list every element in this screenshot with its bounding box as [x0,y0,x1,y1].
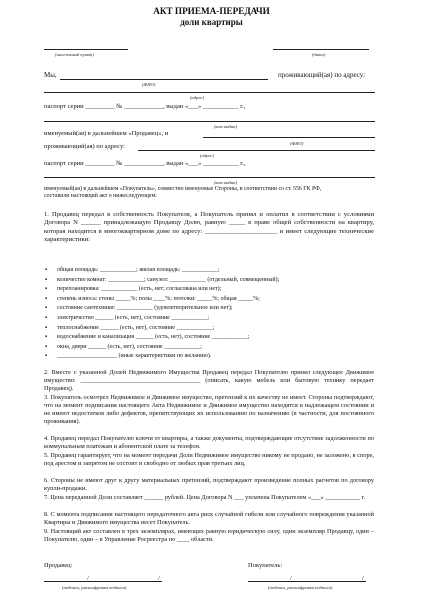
buyer-issued-line [44,177,375,178]
buyer-address-line [138,150,375,151]
seller-slash: / [87,575,89,582]
paragraph-5: 5. Продавец гарантирует, что на момент передачи Доли Недвижимое имущество никому не продано, не заложено, в споре, под арестом и запретом не состоит и свободно от любых прав третьих лиц. [44,452,374,468]
date-line [273,49,369,50]
list-item: ▪ окна, двери ______ (есть, нет), состояние ____________; [45,343,385,353]
buyer-fio-caption: (ФИО) [290,141,304,146]
buyer-name-line [203,137,375,138]
buyer-issued-caption: (кем выдан) [214,180,238,185]
list-item: ▪ общая площадь: ____________; жилая площадь: ____________; [45,266,385,276]
place-line [44,49,128,50]
buyer-residing: проживающий(ая) по адресу: [44,143,125,150]
seller-address-caption: (адрес) [190,95,204,100]
list-item: ▪ степень износа: стены _____%; полы ____%; потолки: _____%; общая _____%; [45,295,385,305]
seller-signature-line [44,581,162,582]
seller-slash-end: / [158,575,160,582]
seller-name-line [60,79,268,80]
date-caption: (дата) [312,52,326,57]
seller-signature-caption: (подпись, расшифровка подписи) [62,585,127,590]
buyer-address-caption: (адрес) [200,153,214,158]
characteristics-list [45,266,385,362]
buyer-passport: паспорт серии _________ № ____________, выдан «___» ___________ г., [44,160,246,167]
seller-fio-caption: (ФИО) [142,82,156,87]
list-item: ▪ водоснабжение и канализация ______ (есть, нет), состояние ____________; [45,333,385,343]
seller-named: именуемый(ая) в дальнейшем «Продавец», и [44,130,169,137]
list-item: ▪ состояние сантехники: ____________ (удовлетворительное или нет); [45,304,385,314]
paragraph-2: 2. Вместе с указанной Долей Недвижимого Имущества Продавец передал Покупателю принял следующее Движимое имущество: ______________________________________ (описать, какую мебель или бытовую технику передает Продавец). [44,369,374,393]
paragraph-9: 9. Настоящий акт составлен в трех экземплярах, имеющих равную юридическую силу, один экземпляр Продавцу, один – Покупателю, один – в Управление Росреестра по ____ области. [44,528,374,544]
we-label: Мы, [44,71,57,79]
seller-issued-caption: (кем выдан) [214,124,238,129]
list-item: ▪ количество комнат: ____________; санузел: ____________ (отдельный, совмещенный); [45,276,385,286]
paragraph-1: 1. Продавец передал в собственность Покупателя, а Покупатель принял и оплатил в соответствии с условиями Договора N ______ принадлежащую Продавцу Долю, равную _____ в праве общей собственности на квартиру, которая находится в многоквартирном доме по адресу: ______________________ и имеет следующие технические характеристики: [44,211,374,243]
list-item: ▪ перепланировка: ____________ (есть, нет; согласована или нет); [45,285,385,295]
seller-issued-line [44,121,375,122]
paragraph-7: 7. Цена переданной Доли составляет ______ рублей. Цена Договора N ___ уплачена Покупателем «___» ___________ г. [44,494,365,501]
list-item: ▪ электричество ______ (есть, нет), состояние ____________; [45,314,385,324]
buyer-signature-line [248,581,366,582]
seller-signature-label: Продавец: [44,562,73,569]
document-subtitle: доли квартиры [180,17,243,27]
buyer-slash-end: / [362,575,364,582]
seller-passport: паспорт серии _________ № ____________, выдан «___» ___________ г., [44,103,246,110]
buyer-named-line1: именуемый(ая) в дальнейшем «Покупатель», совместно именуемые Стороны, в соответствии со ст. 556 ГК РФ, [44,186,322,192]
list-item: ▪ ____________________ (иные характеристики по желанию). [45,352,385,362]
seller-residing: проживающий(ая) по адресу: [278,71,366,79]
buyer-slash: / [290,575,292,582]
paragraph-8: 8. С момента подписания настоящего передаточного акта риск случайной гибели или случайного повреждения указанной Квартиры и Движимого имущества несет Покупатель. [44,511,374,527]
list-item: ▪ теплоснабжение ______ (есть, нет), состояние ____________; [45,324,385,334]
paragraph-6: 6. Стороны не имеют друг к другу материальных претензий, подтверждают произведение полных расчетов по договору купли-продажи. [44,477,374,493]
paragraph-3: 3. Покупатель осмотрел Недвижимое и Движимое имущество, претензий к их качеству не имеет. Стороны подтверждают, что на момент подписания настоящего Акта Недвижимое и Движимое имущество находятся в надлежащем состоянии и не имеют недостатков либо дефектов, препятствующих их использованию по назначению (в частности, для постоянного проживания). [44,394,374,426]
buyer-signature-caption: (подпись, расшифровка подписи) [268,585,333,590]
document-title: АКТ ПРИЕМА-ПЕРЕДАЧИ [153,6,270,16]
buyer-signature-label: Покупатель: [248,562,283,569]
place-caption: (населенный пункт) [55,52,94,57]
seller-address-line [44,92,375,93]
paragraph-4: 4. Продавец передал Покупателю ключи от квартиры, а также документы, подтверждающие отсутствие задолженности по коммунальным платежам и абонентской плате за телефон. [44,435,374,451]
buyer-named-line2: составили настоящий акт о нижеследующем: [44,193,157,199]
